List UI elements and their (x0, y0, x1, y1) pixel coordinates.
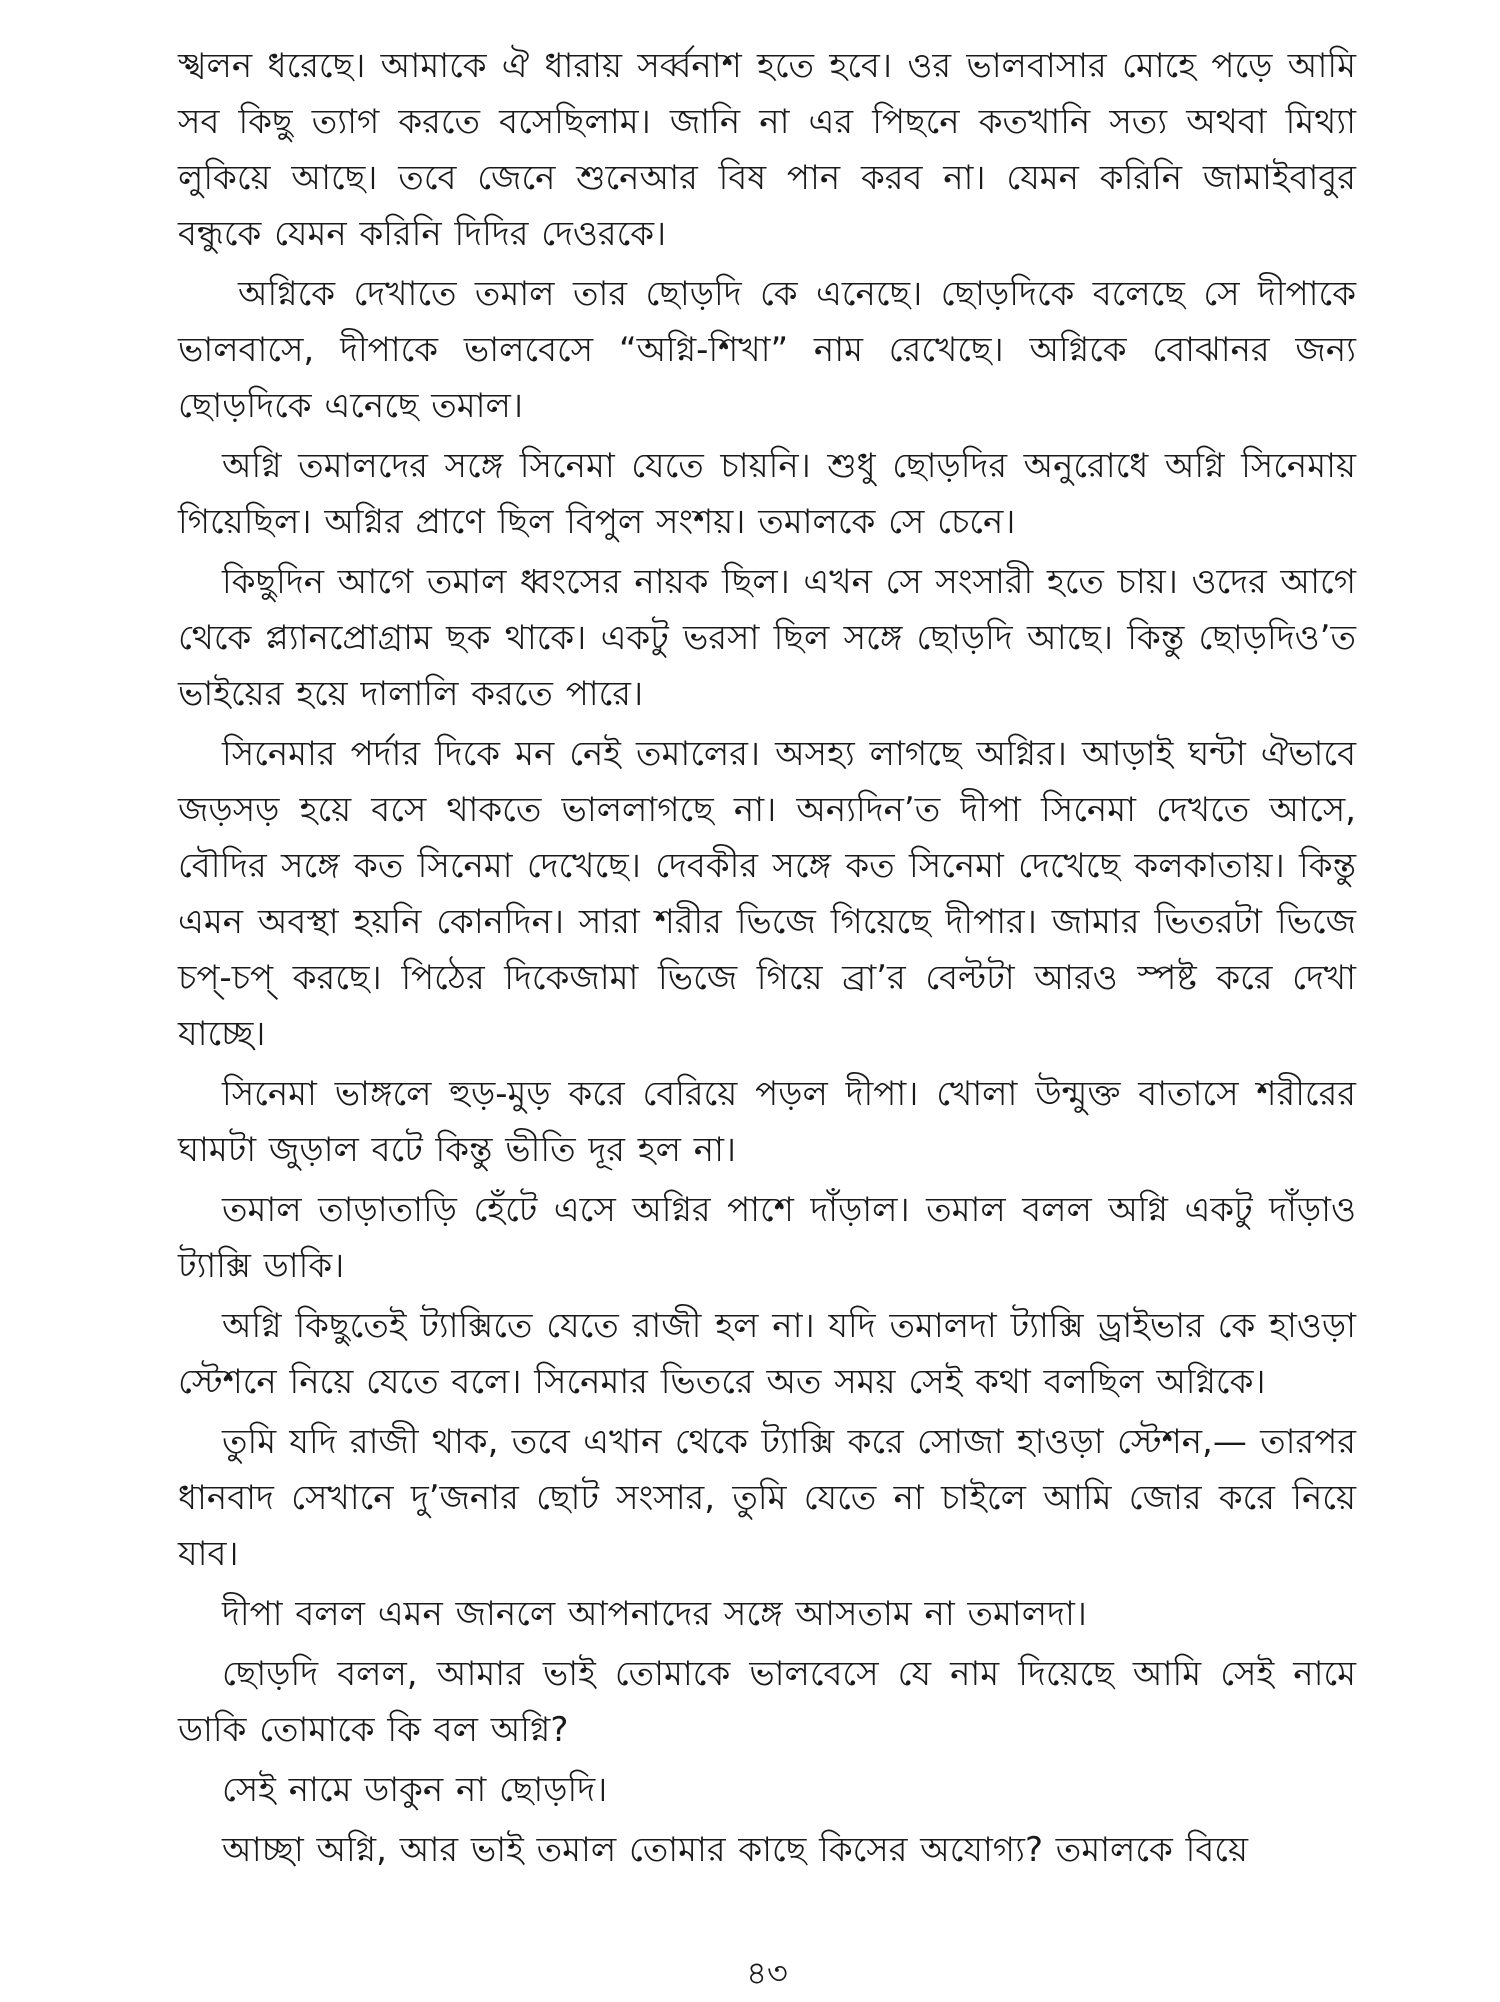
book-page (178, 38, 1356, 1992)
paragraph: সেই নামে ডাকুন না ছোড়দি। (222, 1770, 608, 1810)
paragraph: কিছুদিন আগে তমাল ধ্বংসের নায়ক ছিল। এখন সে সংসারী হতে চায়। ওদের আগে থেকে প্ল্যানপ্রোগ্রাম ছক থাকে। একটু ভরসা ছিল সঙ্গে ছোড়দি আছে। কিন্তু ছোড়দিও’ত ভাইয়ের হয়ে দালালি করতে পারে। (178, 562, 1356, 714)
paragraph: অগ্নিকে দেখাতে তমাল তার ছোড়দি কে এনেছে। ছোড়দিকে বলেছে সে দীপাকে ভালবাসে, দীপাকে ভালবেসে “অগ্নি-শিখা” নাম রেখেছে। অগ্নিকে বোঝানর জন্য ছোড়দিকে এনেছে তমাল। (178, 274, 1356, 426)
paragraph: স্খলন ধরেছে। আমাকে ঐ ধারায় সর্ব্বনাশ হতে হবে। ওর ভালবাসার মোহে পড়ে আমি সব কিছু ত্যাগ করতে বসেছিলাম। জানি না এর পিছনে কতখানি সত্য অথবা মিথ্যা লুকিয়ে আছে। তবে জেনে শুনেআর বিষ পান করব না। যেমন করিনি জামাইবাবুর বন্ধুকে যেমন করিনি দিদির দেওরকে। (178, 46, 1356, 254)
paragraph: তুমি যদি রাজী থাক, তবে এখান থেকে ট্যাক্সি করে সোজা হাওড়া স্টেশন,— তারপর ধানবাদ সেখানে দু’জনার ছোট সংসার, তুমি যেতে না চাইলে আমি জোর করে নিয়ে যাব। (178, 1422, 1356, 1574)
paragraph: তমাল তাড়াতাড়ি হেঁটে এসে অগ্নির পাশে দাঁড়াল। তমাল বলল অগ্নি একটু দাঁড়াও ট্যাক্সি ডাকি। (178, 1190, 1356, 1286)
paragraph: সিনেমার পর্দার দিকে মন নেই তমালের। অসহ্য লাগছে অগ্নির। আড়াই ঘন্টা ঐভাবে জড়সড় হয়ে বসে থাকতে ভাললাগছে না। অন্যদিন’ত দীপা সিনেমা দেখতে আসে, বৌদির সঙ্গে কত সিনেমা দেখেছে। দেবকীর সঙ্গে কত সিনেমা দেখেছে কলকাতায়। কিন্তু এমন অবস্থা হয়নি কোনদিন। সারা শরীর ভিজে গিয়েছে দীপার। জামার ভিতরটা ভিজে চপ্-চপ্ করছে। পিঠের দিকেজামা ভিজে গিয়ে ব্রা’র বেল্টটা আরও স্পষ্ট করে দেখা যাচ্ছে। (178, 734, 1356, 1054)
paragraph: সিনেমা ভাঙ্গলে হুড়-মুড় করে বেরিয়ে পড়ল দীপা। খোলা উন্মুক্ত বাতাসে শরীরের ঘামটা জুড়াল বটে কিন্তু ভীতি দূর হল না। (178, 1074, 1356, 1170)
page-number: ৪৩ (746, 1954, 788, 1992)
paragraph: অগ্নি তমালদের সঙ্গে সিনেমা যেতে চায়নি। শুধু ছোড়দির অনুরোধে অগ্নি সিনেমায় গিয়েছিল। অগ্নির প্রাণে ছিল বিপুল সংশয়। তমালকে সে চেনে। (178, 446, 1356, 542)
paragraph: ছোড়দি বলল, আমার ভাই তোমাকে ভালবেসে যে নাম দিয়েছে আমি সেই নামে ডাকি তোমাকে কি বল অগ্নি? (178, 1654, 1356, 1750)
paragraph: আচ্ছা অগ্নি, আর ভাই তমাল তোমার কাছে কিসের অযোগ্য? তমালকে বিয়ে (222, 1830, 1248, 1870)
paragraph: অগ্নি কিছুতেই ট্যাক্সিতে যেতে রাজী হল না। যদি তমালদা ট্যাক্সি ড্রাইভার কে হাওড়া স্টেশনে নিয়ে যেতে বলে। সিনেমার ভিতরে অত সময় সেই কথা বলছিল অগ্নিকে। (178, 1306, 1356, 1402)
paragraph: দীপা বলল এমন জানলে আপনাদের সঙ্গে আসতাম না তমালদা। (222, 1594, 1087, 1634)
